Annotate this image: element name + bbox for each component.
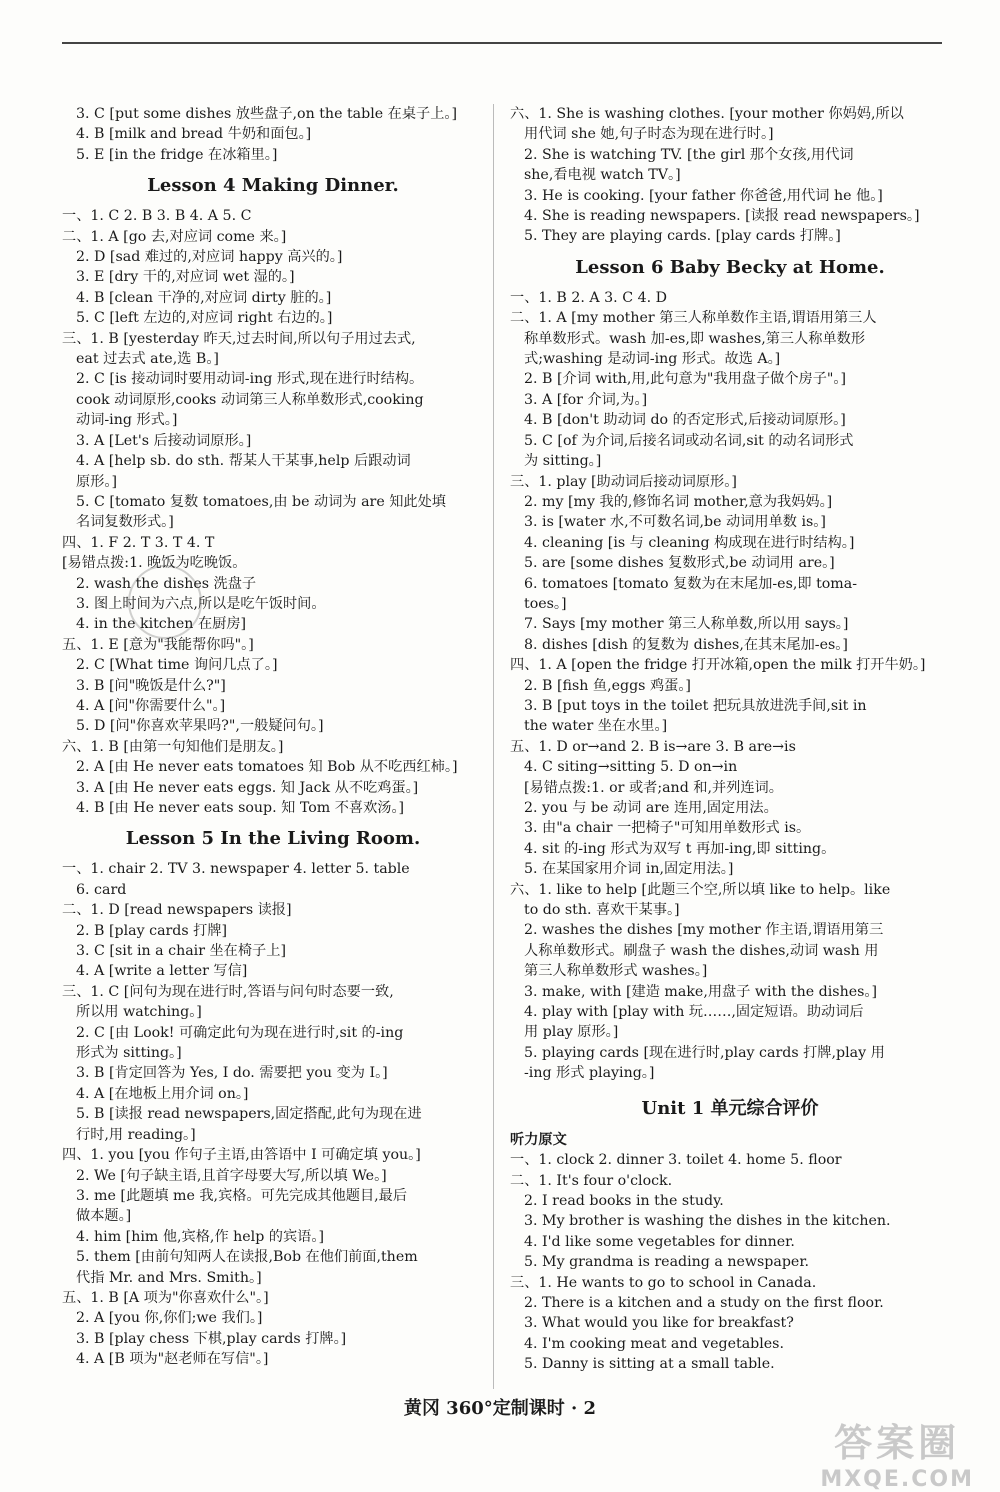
answer-line: 五、1. D or→and 2. B is→are 3. B are→is [510, 738, 796, 755]
answer-line: 3. He is cooking. [your father 你爸爸,用代词 he 他。] [524, 187, 883, 204]
answer-line: 第三人称单数形式 washes。] [524, 963, 708, 980]
answer-line: 5. C [left 左边的,对应词 right 右边的。] [76, 310, 333, 327]
answer-line: 3. My brother is washing the dishes in the kitchen. [524, 1213, 891, 1230]
answer-line: 3. C [put some dishes 放些盘子,on the table 在桌子上。] [76, 106, 458, 122]
answer-line: 5. playing cards [现在进行时,play cards 打牌,play 用 [524, 1044, 885, 1061]
watermark-bottom: MXQE.COM [820, 1467, 974, 1492]
answer-line: 4. A [问"你需要什么"。] [76, 697, 226, 714]
answer-line: 3. B [肯定回答为 Yes, I do. 需要把 you 变为 I。] [76, 1065, 388, 1082]
lesson-heading: Lesson 6 Baby Becky at Home. [575, 256, 885, 278]
answer-line: 5. E [in the fridge 在冰箱里。] [76, 146, 278, 163]
answer-line: 三、1. play [助动词后接动词原形。] [510, 473, 737, 490]
answer-line: 3. 由"a chair 一把椅子"可知用单数形式 is。 [524, 820, 811, 837]
answer-line: 形式为 sitting。] [76, 1045, 182, 1062]
answer-line: 3. B [play chess 下棋,play cards 打牌。] [76, 1330, 347, 1347]
answer-line: 2. you 与 be 动词 are 连用,固定用法。 [524, 800, 778, 816]
answer-line: 3. is [water 水,不可数名词,be 动词用单数 is。] [524, 514, 826, 531]
answer-line: 行时,用 reading。] [76, 1126, 196, 1143]
watermark-top: 答案圈 [834, 1421, 961, 1465]
answer-line: 用 play 原形。] [524, 1024, 619, 1041]
answer-line: the water 坐在水里。] [524, 718, 668, 735]
answer-line: 2. She is watching TV. [the girl 那个女孩,用代词 [524, 146, 854, 163]
answer-line: 四、1. F 2. T 3. T 4. T [62, 534, 215, 551]
answer-line: 3. E [dry 干的,对应词 wet 湿的。] [76, 269, 295, 286]
answer-line: toes。] [524, 595, 567, 612]
lesson-heading: Lesson 4 Making Dinner. [147, 175, 399, 197]
answer-line: 3. B [问"晚饭是什么?"] [76, 677, 226, 694]
answer-line: 2. C [由 Look! 可确定此句为现在进行时,sit 的-ing [76, 1024, 404, 1041]
answer-line: 4. She is reading newspapers. [读报 read newspapers。] [524, 208, 920, 225]
answer-line: 3. A [for 介词,为。] [524, 391, 648, 408]
answer-line: 2. C [What time 询问几点了。] [76, 657, 278, 674]
answer-line: 代指 Mr. and Mrs. Smith。] [76, 1269, 262, 1286]
answer-line: 名词复数形式。] [76, 514, 174, 531]
answer-line: 5. D [问"你喜欢苹果吗?",一般疑问句。] [76, 718, 324, 735]
answer-line: 2. C [is 接动词时要用动词-ing 形式,现在进行时结构。 [76, 371, 424, 388]
answer-line: 5. them [由前句知两人在读报,Bob 在他们前面,them [76, 1249, 418, 1266]
answer-line: 6. tomatoes [tomato 复数为在末尾加-es,即 toma- [524, 575, 858, 592]
answer-line: she,看电视 watch TV。] [524, 167, 681, 184]
page-footer: 黄冈 360°定制课时 · 2 [403, 1398, 597, 1419]
answer-line: 人称单数形式。刷盘子 wash the dishes,动词 wash 用 [524, 942, 879, 959]
answer-line: -ing 形式 playing。] [524, 1065, 655, 1082]
answer-line: 六、1. B [由第一句知他们是朋友。] [62, 738, 284, 755]
answer-line: 2. B [介词 with,用,此句意为"我用盘子做个房子"。] [524, 371, 847, 388]
answer-line: 三、1. He wants to go to school in Canada. [510, 1274, 817, 1291]
answer-line: 动词-ing 形式。] [76, 412, 178, 429]
lesson-heading: Unit 1 单元综合评价 [641, 1097, 819, 1119]
answer-line: 4. cleaning [is 与 cleaning 构成现在进行时结构。] [524, 534, 855, 551]
answer-line: 四、1. A [open the fridge 打开冰箱,open the milk 打开牛奶。] [510, 657, 926, 674]
answer-line: 三、1. C [问句为现在进行时,答语与问句时态要一致, [62, 983, 394, 1000]
answer-line: 六、1. like to help [此题三个空,所以填 like to help。like [510, 881, 891, 898]
answer-line: 4. B [由 He never eats soup. 知 Tom 不喜欢汤。] [76, 800, 405, 816]
answer-line: 一、1. chair 2. TV 3. newspaper 4. letter 5. table [62, 861, 410, 878]
answer-line: 五、1. E [意为"我能帮你吗"。] [62, 636, 254, 653]
answer-line: 六、1. She is washing clothes. [your mother 你妈妈,所以 [510, 106, 904, 122]
answer-line: 2. my [my 我的,修饰名词 mother,意为我妈妈。] [524, 493, 833, 510]
answer-line: 3. make, with [建造 make,用盘子 with the dishes。] [524, 983, 878, 1000]
answer-line: 二、1. It's four o'clock. [510, 1172, 673, 1189]
answer-line: eat 过去式 ate,选 B。] [76, 351, 219, 368]
answer-line: 称单数形式。wash 加-es,即 washes,第三人称单数形 [524, 330, 866, 347]
answer-line: 2. A [由 He never eats tomatoes 知 Bob 从不吃西红柿。] [76, 759, 458, 776]
answer-line: 4. B [milk and bread 牛奶和面包。] [76, 126, 312, 143]
section-subheading: 听力原文 [510, 1131, 567, 1148]
answer-line: 一、1. C 2. B 3. B 4. A 5. C [62, 208, 252, 225]
answer-line: 5. Danny is sitting at a small table. [524, 1356, 775, 1373]
answer-line: 2. We [句子缺主语,且首字母要大写,所以填 We。] [76, 1167, 387, 1184]
answer-line: 4. A [help sb. do sth. 帮某人干某事,help 后跟动词 [76, 453, 411, 470]
answer-line: 4. sit 的-ing 形式为双写 t 再加-ing,即 sitting。 [524, 840, 836, 857]
answer-line: 3. C [sit in a chair 坐在椅子上] [76, 943, 286, 960]
left-column [62, 104, 484, 1370]
answer-line: 5. C [of 为介词,后接名词或动名词,sit 的动名词形式 [524, 432, 854, 449]
answer-line: 3. B [put toys in the toilet 把玩具放进洗手间,sit in [524, 697, 867, 714]
answer-line: [易错点拨:1. 晚饭为吃晚饭。 [62, 555, 247, 572]
answer-line: 4. I'm cooking meat and vegetables. [524, 1335, 784, 1352]
answer-line: cook 动词原形,cooks 动词第三人称单数形式,cooking [76, 391, 424, 408]
answer-line: 2. D [sad 难过的,对应词 happy 高兴的。] [76, 249, 343, 266]
answer-line: [易错点拨:1. or 或者;and 和,并列连词。 [524, 779, 783, 796]
answer-line: 二、1. D [read newspapers 读报] [62, 902, 292, 919]
answer-line: 5. are [some dishes 复数形式,be 动词用 are。] [524, 555, 835, 572]
answer-line: 4. A [write a letter 写信] [76, 963, 248, 980]
answer-line: 式;washing 是动词-ing 形式。故选 A。] [524, 351, 781, 368]
answer-line: 5. 在某国家用介词 in,固定用法。] [524, 861, 734, 878]
answer-line: 用代词 she 她,句子时态为现在进行时。] [524, 126, 774, 143]
column-divider [493, 104, 494, 1389]
lesson-heading: Lesson 5 In the Living Room. [125, 828, 421, 850]
answer-line: 4. in the kitchen 在厨房] [76, 616, 247, 633]
answer-line: 4. him [him 他,宾格,作 help 的宾语。] [76, 1228, 324, 1245]
answer-line: 为 sitting。] [524, 453, 602, 470]
answer-line: 2. A [you 你,你们;we 我们。] [76, 1310, 263, 1327]
answer-line: 4. C siting→sitting 5. D on→in [524, 759, 738, 776]
answer-line: 2. wash the dishes 洗盘子 [76, 575, 257, 592]
answer-line: 5. My grandma is reading a newspaper. [524, 1254, 810, 1271]
answer-line: 2. There is a kitchen and a study on the first floor. [524, 1294, 884, 1311]
answer-line: 2. I read books in the study. [524, 1192, 724, 1209]
answer-line: 2. B [play cards 打牌] [76, 922, 228, 939]
answer-line: 4. I'd like some vegetables for dinner. [524, 1233, 795, 1250]
answer-line: 四、1. you [you 作句子主语,由答语中 I 可确定填 you。] [62, 1147, 421, 1164]
answer-line: 3. A [Let's 后接动词原形。] [76, 432, 252, 449]
right-column [510, 104, 950, 1375]
answer-line: 4. A [在地板上用介词 on。] [76, 1085, 249, 1102]
answer-line: 5. B [读报 read newspapers,固定搭配,此句为现在进 [76, 1106, 422, 1123]
answer-line: 所以用 watching。] [76, 1004, 202, 1021]
answer-line: to do sth. 喜欢干某事。] [524, 902, 680, 919]
answer-line: 7. Says [my mother 第三人称单数,所以用 says。] [524, 616, 849, 633]
watermark-logo [820, 1412, 974, 1492]
answer-line: 一、1. B 2. A 3. C 4. D [510, 289, 667, 306]
answer-line: 3. 图上时间为六点,所以是吃午饭时间。 [76, 595, 326, 612]
answer-line: 五、1. B [A 项为"你喜欢什么"。] [62, 1289, 269, 1306]
answer-line: 2. B [fish 鱼,eggs 鸡蛋。] [524, 677, 691, 694]
answer-line: 3. What would you like for breakfast? [524, 1315, 794, 1332]
answer-line: 三、1. B [yesterday 昨天,过去时间,所以句子用过去式, [62, 330, 416, 347]
answer-line: 一、1. clock 2. dinner 3. toilet 4. home 5. floor [510, 1152, 842, 1169]
top-rule [62, 42, 942, 44]
answer-line: 3. A [由 He never eats eggs. 知 Jack 从不吃鸡蛋。] [76, 779, 419, 796]
answer-line: 2. washes the dishes [my mother 作主语,谓语用第三 [524, 922, 884, 939]
answer-line: 5. They are playing cards. [play cards 打牌。] [524, 228, 841, 245]
answer-line: 原形。] [76, 473, 117, 490]
answer-line: 4. play with [play with 玩……,固定短语。助动词后 [524, 1004, 864, 1021]
answer-line: 4. B [don't 助动词 do 的否定形式,后接动词原形。] [524, 412, 846, 429]
answer-line: 3. me [此题填 me 我,宾格。可先完成其他题目,最后 [76, 1187, 408, 1204]
answer-line: 做本题。] [76, 1208, 132, 1225]
answer-line: 4. B [clean 干净的,对应词 dirty 脏的。] [76, 289, 332, 306]
answer-line: 8. dishes [dish 的复数为 dishes,在其末尾加-es。] [524, 636, 848, 653]
answer-line: 二、1. A [my mother 第三人称单数作主语,谓语用第三人 [510, 310, 877, 327]
answer-line: 4. A [B 项为"赵老师在写信"。] [76, 1351, 269, 1368]
answer-line: 5. C [tomato 复数 tomatoes,由 be 动词为 are 知此处填 [76, 493, 446, 510]
answer-line: 6. card [76, 881, 127, 898]
answer-line: 二、1. A [go 去,对应词 come 来。] [62, 228, 287, 245]
